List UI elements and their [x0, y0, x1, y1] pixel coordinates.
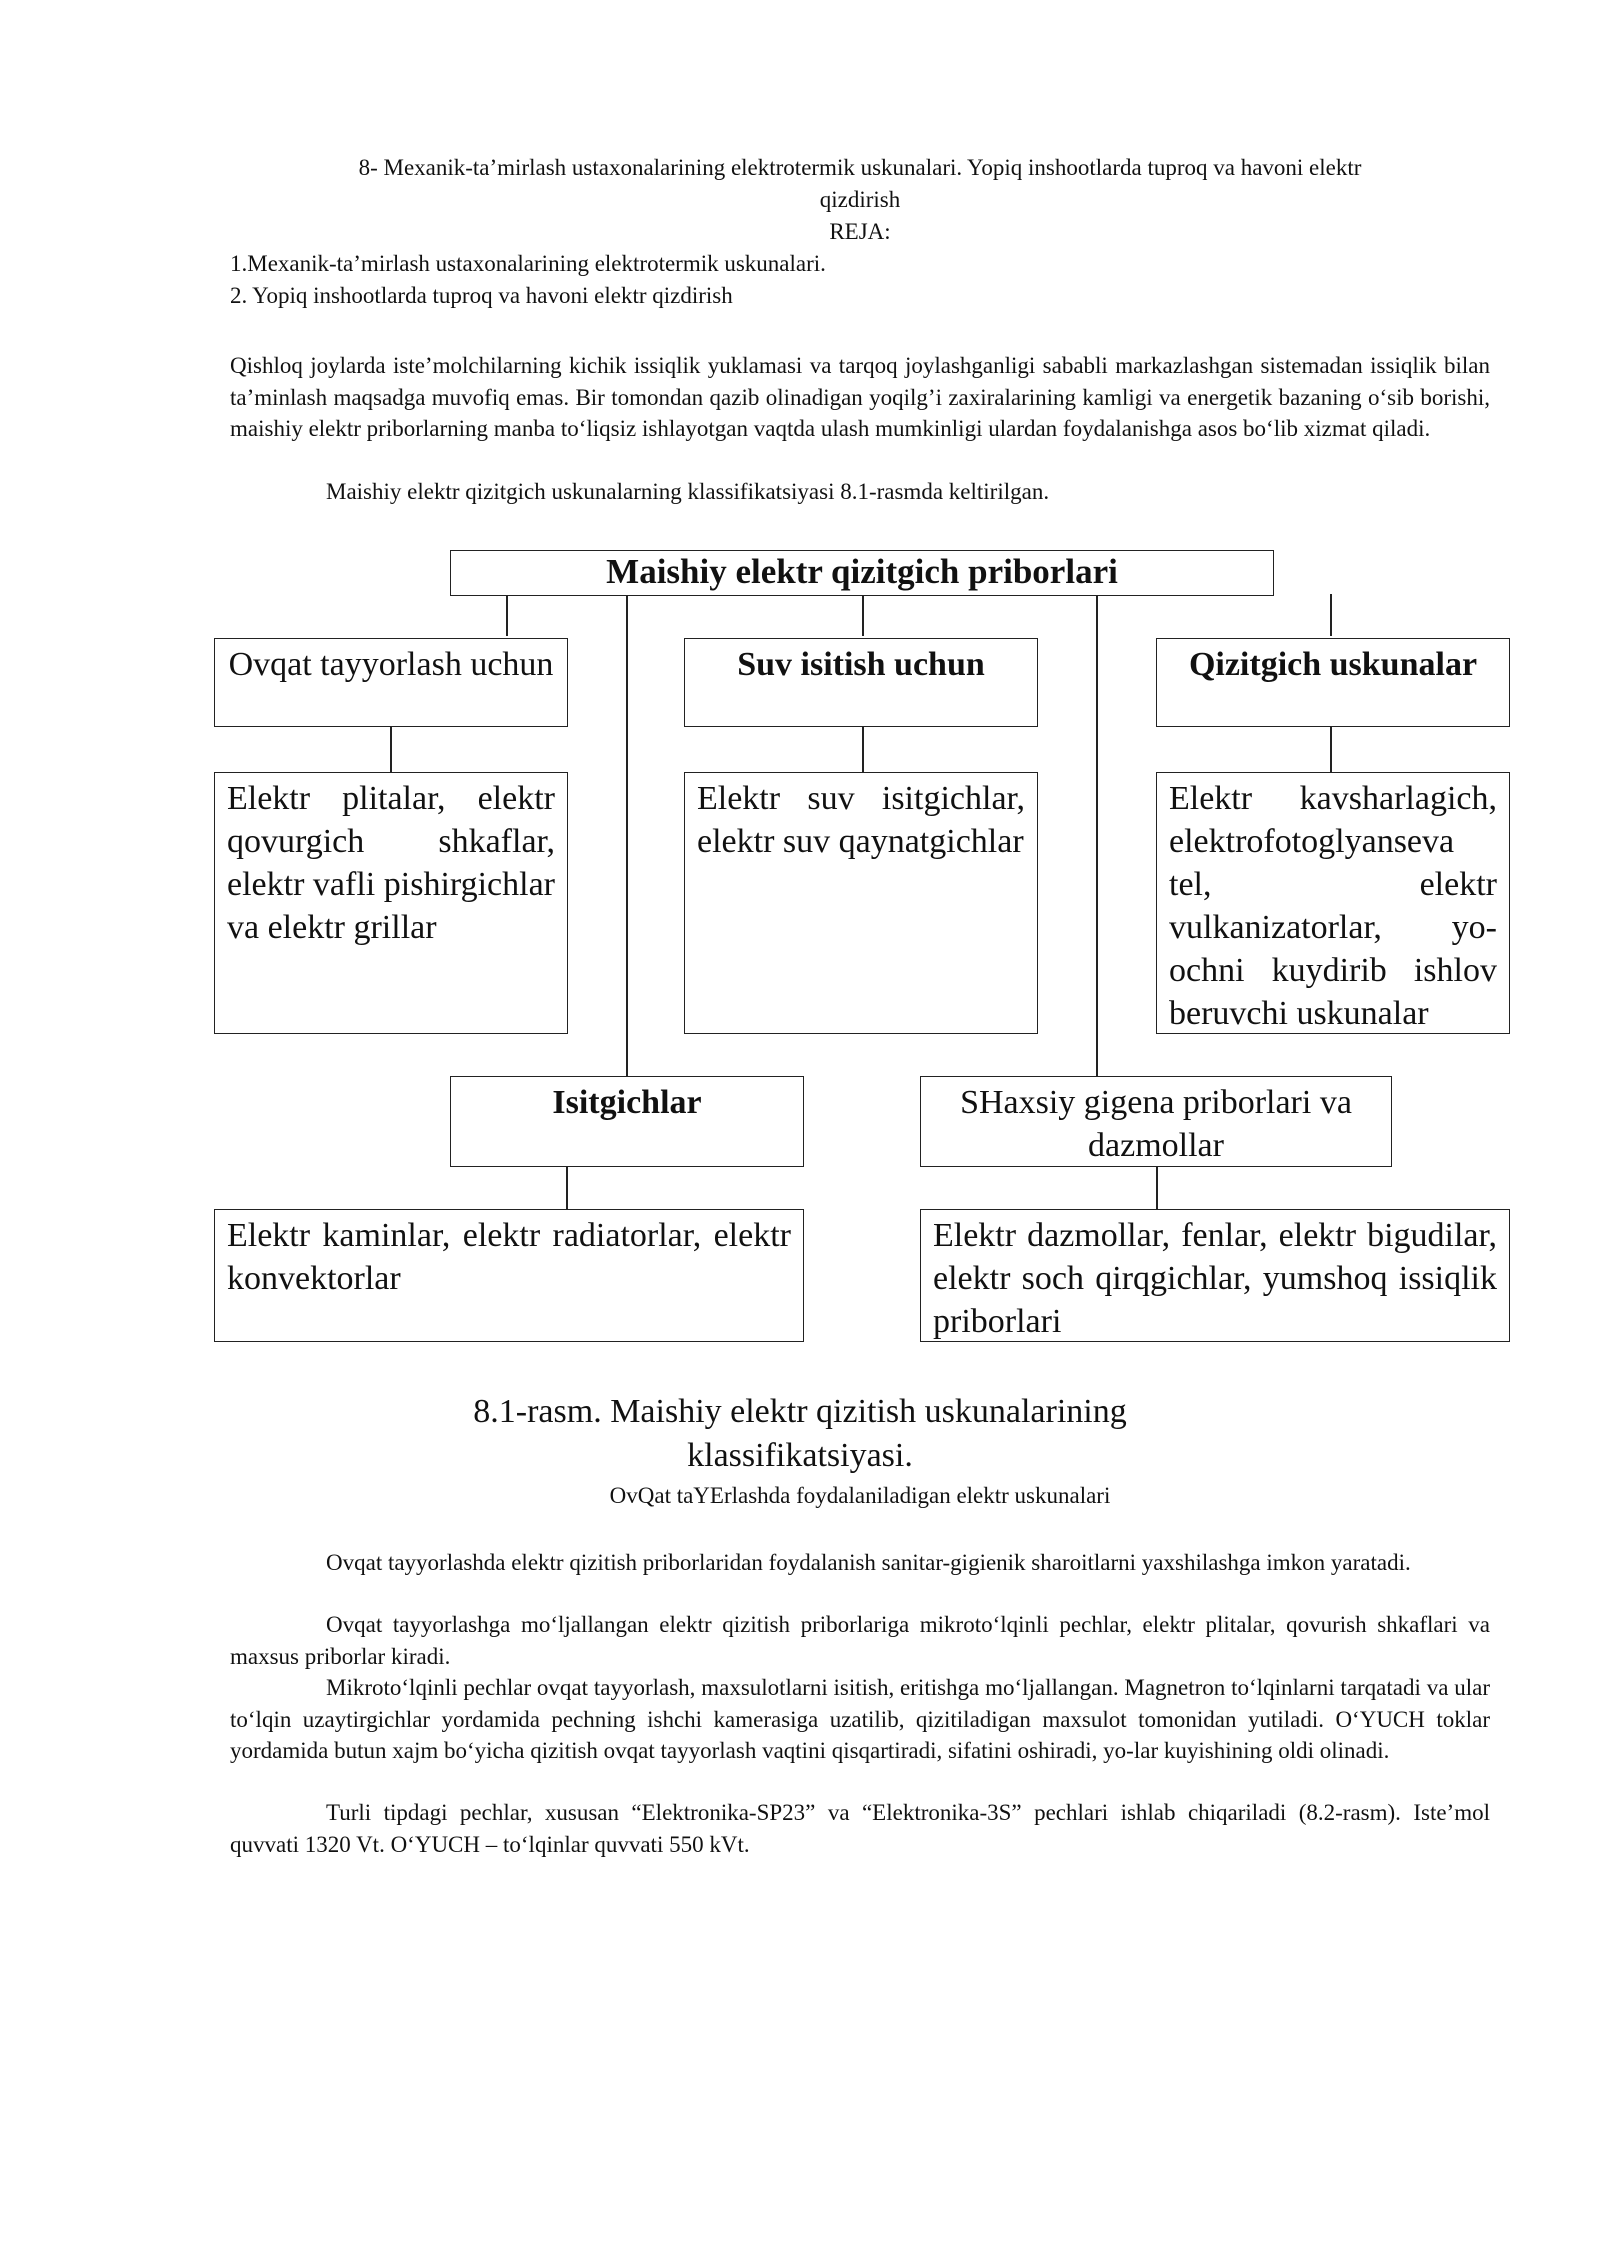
body-paragraph-2: Ovqat tayyorlashga mo‘ljallangan elektr qizitish priborlariga mikroto‘lqinli pechlar, elektr plitalar, qovurish shkaflari va maxsus priborlar kiradi.	[230, 1612, 1490, 1669]
title-line-1: 8- Mexanik-ta’mirlash ustaxonalarining elektrotermik uskunalari. Yopiq inshootlarda tuproq va havoni elektr	[358, 155, 1362, 180]
detail-box-heaters	[214, 1209, 804, 1342]
category-items: Elektr plitalar, elektr qovurgich shkaflar, elektr vafli pishirgichlar va elektr grillar	[227, 780, 555, 946]
category-items: Elektr kavsharlagich, elektrofotoglyanseva tel, elektr vulkanizatorlar, yo-ochni kuydirib ishlov beruvchi uskunalar	[1169, 780, 1497, 1032]
detail-box-heating-equipment	[1156, 772, 1510, 1034]
body-paragraph-4: Turli tipdagi pechlar, xususan “Elektronika-SP23” va “Elektronika-3S” pechlari ishlab chiqariladi (8.2-rasm). Iste’mol quvvati 1320 Vt. O‘YUCH – to‘lqinlar quvvati 550 kVt.	[230, 1800, 1490, 1857]
diagram-root-label: Maishiy elektr qizitgich priborlari	[606, 552, 1118, 591]
plan-item-2: 2. Yopiq inshootlarda tuproq va havoni elektr qizdirish	[230, 283, 733, 308]
category-box-water-heating	[684, 638, 1038, 727]
intro-paragraph: Qishloq joylarda iste’molchilarning kichik issiqlik yuklamasi va tarqoq joylashganligi sababli markazlashgan sistemadan issiqlik bilan ta’minlash maqsadga muvofiq emas. Bir tomondan qazib olinadigan yoqilg’i zaxiralarining kamligi va energetik bazaning o‘sib borishi, maishiy elektr priborlarning manba to‘liqsiz ishlayotgan vaqtda ulash mumkinligi ulardan foydalanishga asos bo‘lib xizmat qiladi.	[230, 353, 1490, 441]
diagram-root-box	[450, 550, 1274, 596]
plan-list	[230, 248, 1490, 312]
body-paragraph-1: Ovqat tayyorlashda elektr qizitish priborlaridan foydalanish sanitar-gigienik sharoitlarni yaxshilashga imkon yaratadi.	[326, 1550, 1411, 1575]
connector-line	[1096, 594, 1098, 1076]
category-items: Elektr suv isitgichlar, elektr suv qaynatgichlar	[697, 780, 1025, 860]
category-box-heaters	[450, 1076, 804, 1167]
figure-caption	[400, 1390, 1200, 1478]
connector-line	[1330, 594, 1332, 636]
detail-box-cooking	[214, 772, 568, 1034]
connector-line	[390, 725, 392, 773]
document-title	[230, 152, 1490, 248]
caption-line-1: 8.1-rasm. Maishiy elektr qizitish uskunalarining	[473, 1393, 1127, 1430]
category-box-personal-hygiene	[920, 1076, 1392, 1167]
category-items: Elektr kaminlar, elektr radiatorlar, elektr konvektorlar	[227, 1217, 791, 1297]
category-box-heating-equipment	[1156, 638, 1510, 727]
section-subheading: OvQat taYErlashda foydalaniladigan elektr uskunalari	[609, 1483, 1111, 1508]
connector-line	[506, 594, 508, 636]
category-title: Qizitgich uskunalar	[1188, 646, 1478, 683]
connector-line	[1330, 725, 1332, 773]
detail-box-water-heating	[684, 772, 1038, 1034]
plan-item-1: 1.Mexanik-ta’mirlash ustaxonalarining elektrotermik uskunalari.	[230, 251, 826, 276]
body-paragraph-3: Mikroto‘lqinli pechlar ovqat tayyorlash, maxsulotlarni isitish, eritishga mo‘ljallangan. Magnetron to‘lqinlarni tarqatadi va ular to‘lqin uzaytirgichlar yordamida pechning ishchi kamerasiga uzatilib, qizitiladigan maxsulot tomonidan yutiladi. O‘YUCH toklar yordamida butun xajm bo‘yicha qizitish ovqat tayyorlash vaqtini qisqartiradi, sifatini oshiradi, yo-lar kuyishining oldi olinadi.	[230, 1675, 1490, 1763]
caption-line-2: klassifikatsiyasi.	[687, 1437, 913, 1474]
plan-label: REJA:	[829, 219, 891, 244]
connector-line	[626, 594, 628, 1076]
category-title: Isitgichlar	[552, 1084, 702, 1121]
connector-line	[1156, 1165, 1158, 1211]
category-box-cooking	[214, 638, 568, 727]
connector-line	[862, 725, 864, 773]
category-title: Suv isitish uchun	[737, 646, 985, 683]
category-title: Ovqat tayyorlash uchun	[228, 646, 554, 683]
category-items: Elektr dazmollar, fenlar, elektr bigudilar, elektr soch qirqgichlar, yumshoq issiqlik priborlari	[933, 1217, 1497, 1340]
intro-paragraph-2: Maishiy elektr qizitgich uskunalarning klassifikatsiyasi 8.1-rasmda keltirilgan.	[326, 479, 1050, 504]
connector-line	[566, 1165, 568, 1211]
detail-box-personal-hygiene	[920, 1209, 1510, 1342]
connector-line	[862, 594, 864, 636]
title-line-2: qizdirish	[819, 187, 901, 212]
category-title: SHaxsiy gigena priborlari va dazmollar	[960, 1084, 1352, 1164]
